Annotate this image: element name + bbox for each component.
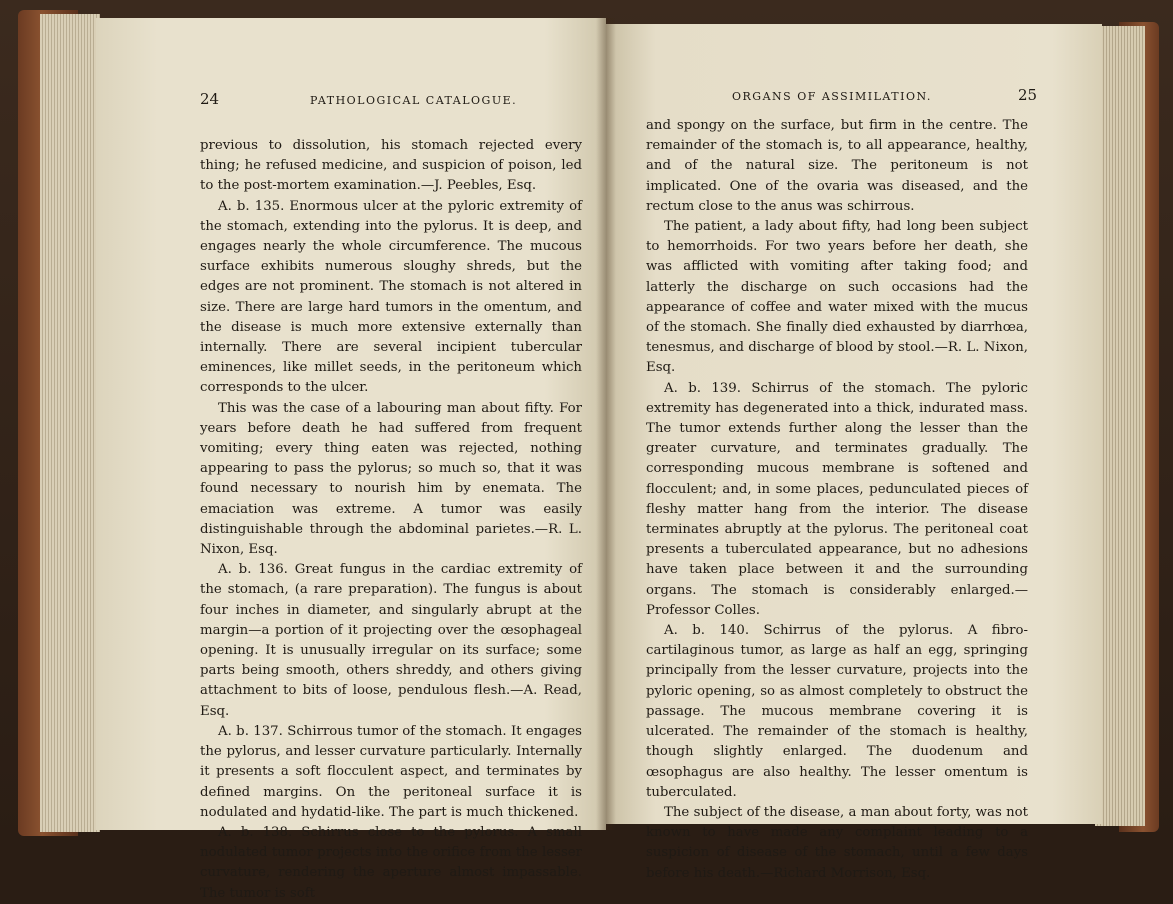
paragraph: This was the case of a labouring man about fifty. For years before death he had suffered from frequent vomiting; every thing eaten was rejected, nothing appearing to pass the pylorus; so much so, that it was found necessary to nourish him by enemata. The emaciation was extreme. A tumor was easily distinguishable through the abdominal parietes.—R. L. Nixon, Esq.	[200, 400, 582, 558]
page-edges-left	[40, 14, 100, 832]
paragraph: and spongy on the surface, but firm in the centre. The remainder of the stomach is, to all appearance, healthy, and of the natural size. The peritoneum is not implicated. One of the ovaria was diseased, and the rectum close to the anus was schirrous.	[646, 118, 1028, 214]
paragraph: A. b. 135. Enormous ulcer at the pyloric extremity of the stomach, extending into the pylorus. It is deep, and engages nearly the whole circumference. The mucous surface exhibits numerous sloughy shreds, but the edges are not prominent. The stomach is not altered in size. There are large hard tumors in the omentum, and the disease is much more extensive externally than internally. There are several incipient tubercular eminences, like millet seeds, in the peritoneum which corresponds to the ulcer.	[200, 198, 582, 396]
book-gutter	[596, 18, 616, 830]
paragraph: The subject of the disease, a man about forty, was not known to have made any complaint leading to a suspicion of disease of the stomach, until a few days before his death.—Richard Morrison, Esq.	[646, 804, 1028, 881]
right-running-head: ORGANS OF ASSIMILATION.	[732, 90, 932, 103]
page-edges-right	[1095, 26, 1145, 826]
paragraph: previous to dissolution, his stomach rejected every thing; he refused medicine, and suspicion of poison, led to the post-mortem examination.—J. Peebles, Esq.	[200, 138, 582, 194]
paragraph: A. b. 136. Great fungus in the cardiac extremity of the stomach, (a rare preparation). The fungus is about four inches in diameter, and singularly abrupt at the margin—a portion of it projecting over the œsophageal opening. It is unusually irregular on its surface; some parts being smooth, others shreddy, and others giving attachment to bits of loose, pendulous flesh.—A. Read, Esq.	[200, 562, 582, 719]
paragraph: A. b. 137. Schirrous tumor of the stomach. It engages the pylorus, and lesser curvature particularly. Internally it presents a soft flocculent aspect, and terminates by defined margins. On the peritoneal surface it is nodulated and hydatid-like. The part is much thickened.	[200, 723, 582, 820]
right-page-number: 25	[1018, 86, 1038, 104]
paragraph: A. b. 139. Schirrus of the stomach. The pyloric extremity has degenerated into a thick, indurated mass. The tumor extends further along the lesser than the greater curvature, and terminates gradually. The corresponding mucous membrane is softened and flocculent; and, in some places, pedunculated pieces of fleshy matter hang from the interior. The disease terminates abruptly at the pylorus. The peritoneal coat presents a tuberculated appearance, but no adhesions have taken place between it and the surrounding organs. The stomach is considerably enlarged.—Professor Colles.	[646, 380, 1028, 618]
right-page-body	[646, 116, 1028, 884]
paragraph: A. b. 140. Schirrus of the pylorus. A fibro-cartilaginous tumor, as large as half an egg, springing principally from the lesser curvature, projects into the pyloric opening, so as almost completely to obstruct the passage. The mucous membrane covering it is ulcerated. The remainder of the stomach is healthy, though slightly enlarged. The duodenum and œsophagus are also healthy. The lesser omentum is tuberculated.	[646, 623, 1028, 800]
paragraph: A. b. 138. Schirrus close to the pylorus. A small nodulated tumor projects into the orifice from the lesser curvature, rendering the aperture almost impassable. The tumor is soft	[200, 824, 582, 901]
right-page	[606, 24, 1102, 881]
left-running-head: PATHOLOGICAL CATALOGUE.	[310, 94, 518, 107]
left-page	[96, 18, 606, 901]
paragraph: The patient, a lady about fifty, had long been subject to hemorrhoids. For two years before her death, she was afflicted with vomiting after taking food; and latterly the discharge on such occasions had the appearance of coffee and water mixed with the mucus of the stomach. She finally died exhausted by diarrhœa, tenesmus, and discharge of blood by stool.—R. L. Nixon, Esq.	[646, 219, 1028, 376]
left-page-body	[200, 136, 582, 904]
left-page-number: 24	[200, 90, 220, 108]
